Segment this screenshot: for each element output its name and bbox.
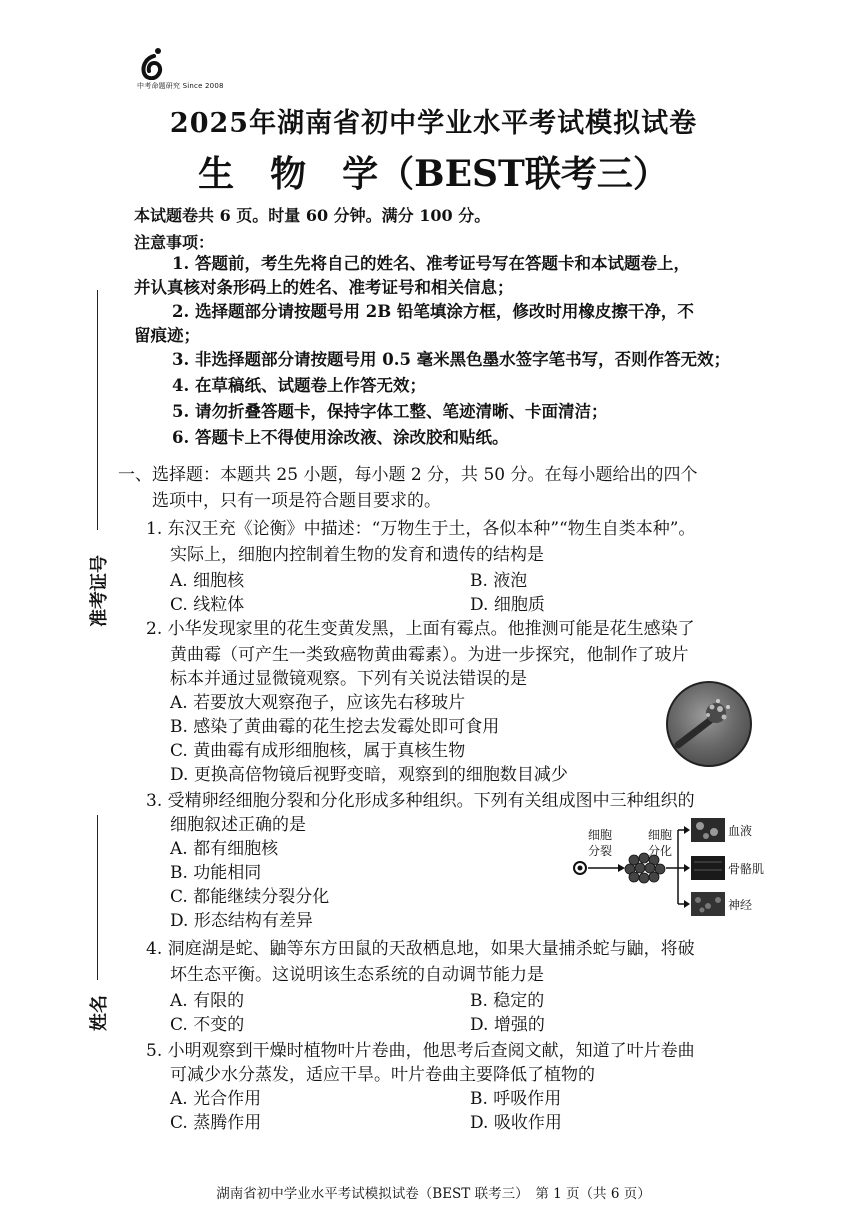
option-3c: C. 都能继续分裂分化 [170, 887, 330, 907]
question-4: 4. 洞庭湖是蛇、鼬等东方田鼠的天敌栖息地，如果大量捕杀蛇与鼬，将破 [146, 939, 695, 959]
question-3-cont: 细胞叙述正确的是 [170, 815, 306, 835]
option-4c: C. 不变的 [170, 1015, 245, 1035]
option-2d: D. 更换高倍物镜后视野变暗，观察到的细胞数目减少 [170, 765, 568, 785]
question-2-cont: 黄曲霉（可产生一类致癌物黄曲霉素）。为进一步探究，他制作了玻片 [170, 645, 689, 665]
option-4a: A. 有限的 [170, 991, 245, 1011]
cell-differentiation-diagram [570, 816, 770, 926]
notice-heading: 注意事项： [134, 233, 215, 252]
question-4-cont: 坏生态平衡。这说明该生态系统的自动调节能力是 [170, 965, 544, 985]
exam-info: 本试题卷共 6 页。时量 60 分钟。满分 100 分。 [134, 206, 491, 225]
option-5b: B. 呼吸作用 [470, 1089, 562, 1109]
division-label: 细胞 [588, 828, 613, 842]
exam-number-line [97, 290, 98, 530]
notice-line: 1. 答题前，考生先将自己的姓名、准考证号写在答题卡和本试题卷上， [172, 254, 690, 273]
notice-line: 5. 请勿折叠答题卡，保持字体工整、笔迹清晰、卡面清洁； [172, 402, 608, 421]
option-1a: A. 细胞核 [170, 571, 245, 591]
option-2b: B. 感染了黄曲霉的花生挖去发霉处即可食用 [170, 717, 500, 737]
notice-line: 3. 非选择题部分请按题号用 0.5 毫米黑色墨水签字笔书写，否则作答无效； [172, 350, 731, 369]
notice-line: 留痕迹； [134, 326, 200, 345]
question-1: 1. 东汉王充《论衡》中描述：“万物生于土，各似本种”“物生自类本种”。 [146, 519, 696, 539]
question-2-cont: 标本并通过显微镜观察。下列有关说法错误的是 [170, 669, 527, 689]
tissue-label-blood: 血液 [728, 824, 753, 838]
differentiation-label: 分化 [648, 844, 673, 858]
question-3: 3. 受精卵经细胞分裂和分化形成多种组织。下列有关组成图中三种组织的 [146, 791, 695, 811]
option-2a: A. 若要放大观察孢子，应该先右移玻片 [170, 693, 466, 713]
page-footer: 湖南省初中学业水平考试模拟试卷（BEST 联考三） 第 1 页（共 6 页） [216, 1186, 651, 1202]
notice-line: 4. 在草稿纸、试题卷上作答无效； [172, 376, 426, 395]
option-5d: D. 吸收作用 [470, 1113, 562, 1133]
notice-line: 6. 答题卡上不得使用涂改液、涂改胶和贴纸。 [172, 428, 509, 447]
section-heading: 一、选择题：本题共 25 小题，每小题 2 分，共 50 分。在每小题给出的四个 [118, 465, 698, 485]
notice-line: 并认真核对条形码上的姓名、准考证号和相关信息； [134, 278, 514, 297]
option-4b: B. 稳定的 [470, 991, 545, 1011]
tissue-label-muscle: 骨骼肌 [728, 862, 765, 876]
logo-text: 中考命题研究 Since 2008 [137, 82, 224, 90]
option-1b: B. 液泡 [470, 571, 528, 591]
option-3a: A. 都有细胞核 [170, 839, 279, 859]
exam-number-label: 准考证号 [89, 555, 110, 627]
microscope-image [666, 681, 752, 767]
option-2c: C. 黄曲霉有成形细胞核，属于真核生物 [170, 741, 466, 761]
division-label: 分裂 [588, 844, 613, 858]
question-5-cont: 可减少水分蒸发，适应干旱。叶片卷曲主要降低了植物的 [170, 1065, 595, 1085]
name-line [97, 815, 98, 980]
option-5a: A. 光合作用 [170, 1089, 262, 1109]
exam-title: 2025年湖南省初中学业水平考试模拟试卷 [169, 108, 698, 139]
notice-line: 2. 选择题部分请按题号用 2B 铅笔填涂方框，修改时用橡皮擦干净，不 [172, 302, 694, 321]
option-5c: C. 蒸腾作用 [170, 1113, 262, 1133]
question-5: 5. 小明观察到干燥时植物叶片卷曲，他思考后查阅文献，知道了叶片卷曲 [146, 1041, 695, 1061]
option-3d: D. 形态结构有差异 [170, 911, 313, 931]
question-1-cont: 实际上，细胞内控制着生物的发育和遗传的结构是 [170, 545, 544, 565]
logo-icon [140, 46, 164, 80]
exam-subtitle: 生 物 学（BEST联考三） [198, 153, 669, 195]
question-2: 2. 小华发现家里的花生变黄发黑，上面有霉点。他推测可能是花生感染了 [146, 619, 695, 639]
option-4d: D. 增强的 [470, 1015, 545, 1035]
option-1c: C. 线粒体 [170, 595, 245, 615]
section-heading-cont: 选项中，只有一项是符合题目要求的。 [152, 491, 441, 511]
option-1d: D. 细胞质 [470, 595, 545, 615]
tissue-label-nerve: 神经 [728, 898, 753, 912]
name-label: 姓名 [89, 995, 110, 1031]
differentiation-label: 细胞 [648, 828, 673, 842]
option-3b: B. 功能相同 [170, 863, 262, 883]
